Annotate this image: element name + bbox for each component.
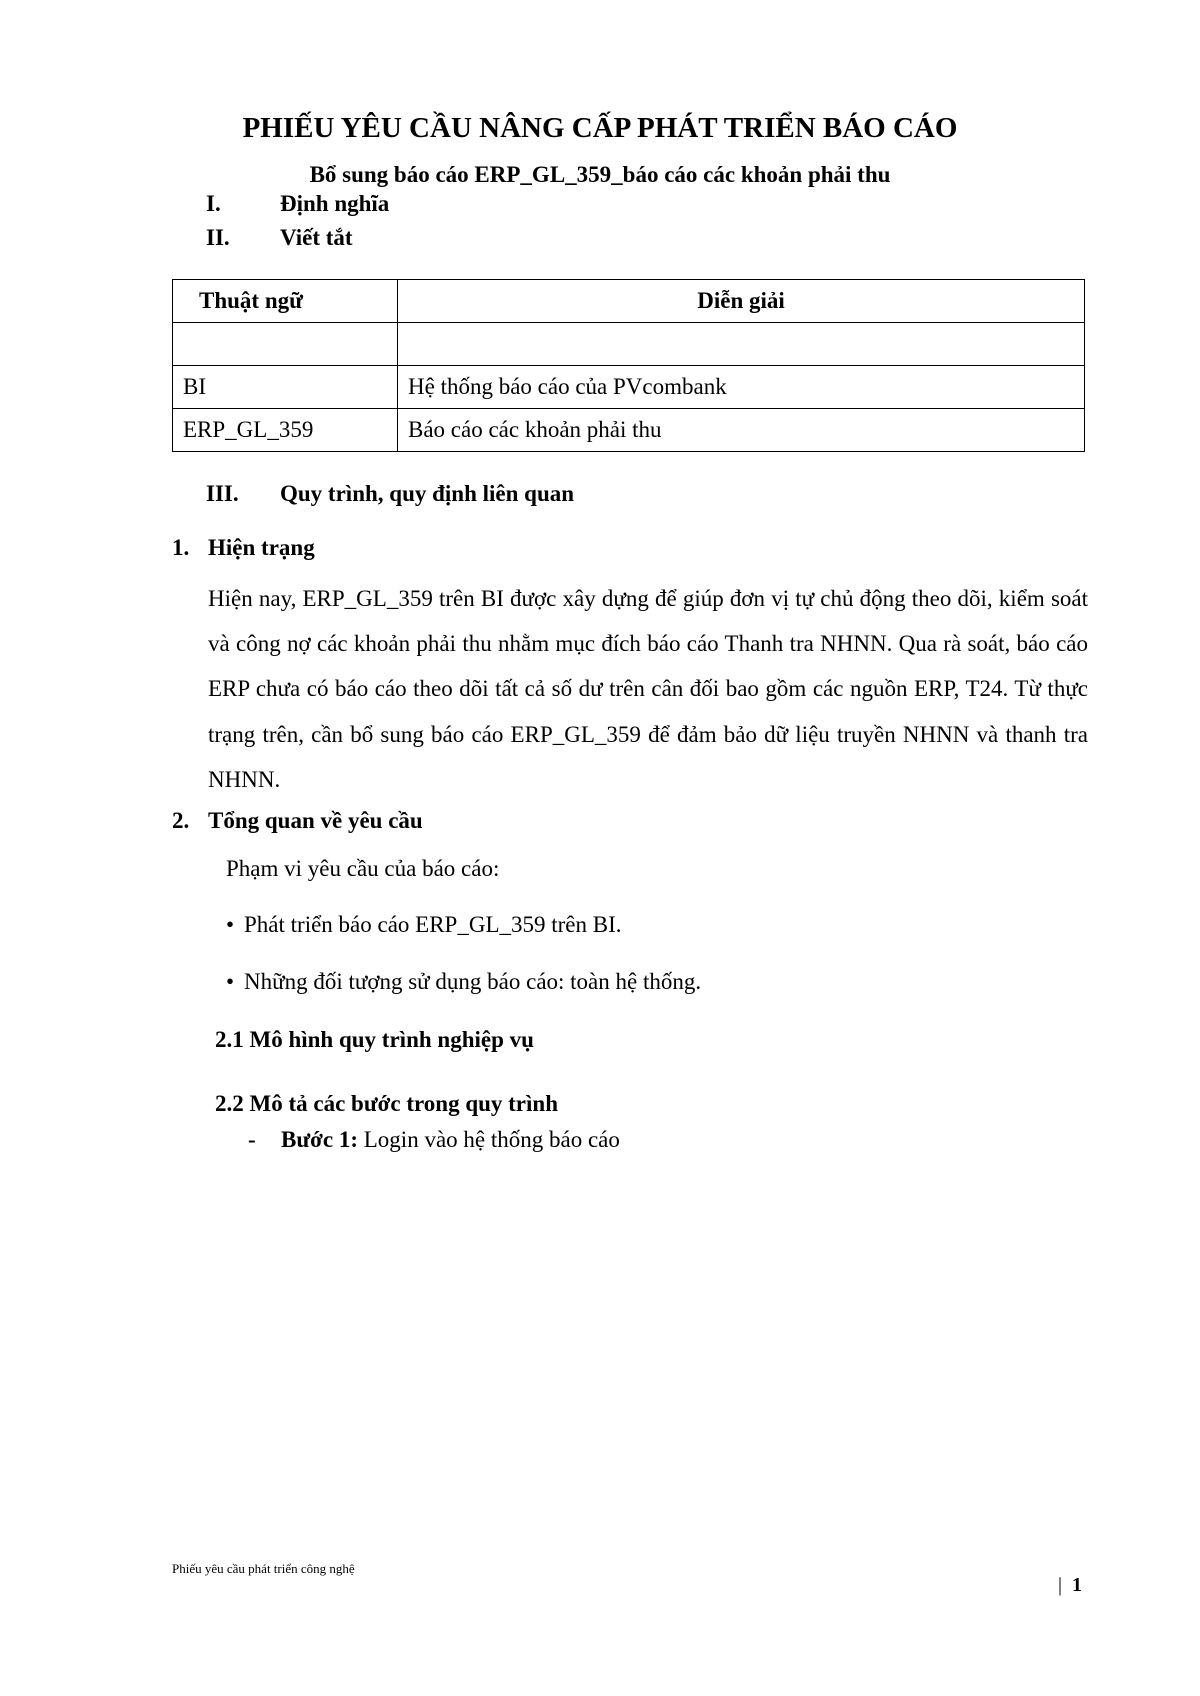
subsection-2-2-heading: 2.2 Mô tả các bước trong quy trình: [215, 1091, 558, 1116]
scope-bullet-item: Phát triển báo cáo ERP_GL_359 trên BI.: [244, 912, 622, 937]
table-row: [173, 323, 1085, 366]
step-1: [281, 1127, 620, 1153]
item-1-number: 1.: [172, 535, 190, 560]
step-1-text: Login vào hệ thống báo cáo: [358, 1127, 620, 1152]
item-2-heading: Tổng quan về yêu cầu: [208, 808, 423, 833]
abbreviations-table: [172, 279, 1085, 452]
table-header-row: [173, 280, 1085, 323]
page-separator: |: [1058, 1574, 1063, 1596]
scope-label: Phạm vi yêu cầu của báo cáo:: [226, 856, 500, 881]
table-header-term: Thuật ngữ: [173, 280, 398, 323]
page-number: [1058, 1574, 1082, 1597]
section-2-number: II.: [206, 225, 230, 250]
table-cell-term: ERP_GL_359: [173, 409, 398, 452]
table-cell-description: Hệ thống báo cáo của PVcombank: [398, 366, 1085, 409]
table-header-description: Diễn giải: [398, 280, 1085, 323]
page-title: PHIẾU YÊU CẦU NÂNG CẤP PHÁT TRIỂN BÁO CÁO: [242, 112, 958, 144]
bullet-glyph: •: [226, 912, 235, 937]
section-3-heading: Quy trình, quy định liên quan: [280, 481, 575, 506]
scope-bullet-item: Những đối tượng sử dụng báo cáo: toàn hệ thống.: [244, 969, 702, 994]
section-2-heading: Viết tắt: [280, 225, 353, 250]
item-1-heading: Hiện trạng: [208, 535, 315, 560]
bullet-glyph: •: [226, 969, 235, 994]
section-3-number: III.: [206, 481, 239, 506]
table-row: [173, 409, 1085, 452]
footer-text: Phiếu yêu cầu phát triển công nghệ: [172, 1561, 355, 1576]
table-row: [173, 366, 1085, 409]
section-1-heading: Định nghĩa: [280, 191, 390, 216]
subsection-2-1-heading: 2.1 Mô hình quy trình nghiệp vụ: [215, 1027, 534, 1052]
table-cell-description: Báo cáo các khoản phải thu: [398, 409, 1085, 452]
table-cell-term: BI: [173, 366, 398, 409]
current-state-paragraph: Hiện nay, ERP_GL_359 trên BI được xây dựng để giúp đơn vị tự chủ động theo dõi, kiểm soát và công nợ các khoản phải thu nhằm mục đích báo cáo Thanh tra NHNN. Qua rà soát, báo cáo ERP chưa có báo cáo theo dõi tất cả số dư trên cân đối bao gồm các nguồn ERP, T24. Từ thực trạng trên, cần bổ sung báo cáo ERP_GL_359 để đảm bảo dữ liệu truyền NHNN và thanh tra NHNN.: [208, 586, 1088, 792]
step-1-label: Bước 1:: [281, 1127, 358, 1152]
item-2-number: 2.: [172, 808, 190, 833]
section-1-number: I.: [206, 191, 221, 216]
step-dash: -: [248, 1127, 256, 1152]
page-subtitle: Bổ sung báo cáo ERP_GL_359_báo cáo các khoản phải thu: [309, 162, 891, 187]
table-cell-term: [173, 323, 398, 366]
page-number-value: 1: [1072, 1574, 1083, 1596]
table-cell-description: [398, 323, 1085, 366]
